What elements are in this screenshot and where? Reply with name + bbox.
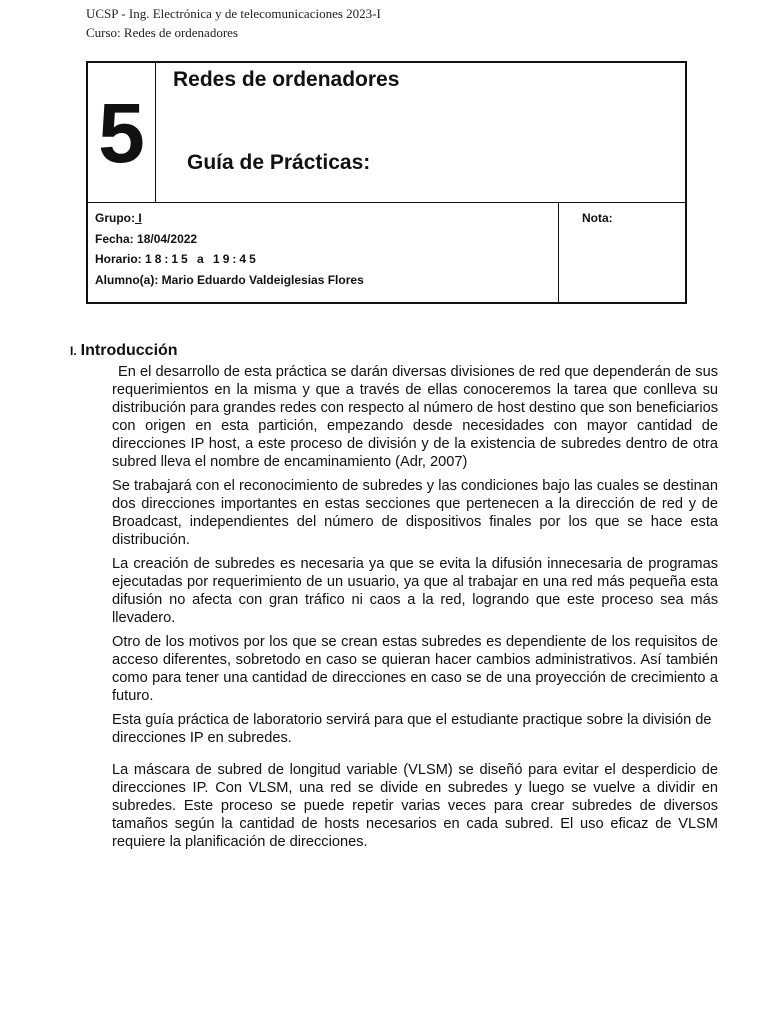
institution-line: UCSP - Ing. Electrónica y de telecomunicaciones 2023-I — [86, 6, 381, 21]
schedule-value: 18:15 a 19:45 — [145, 252, 259, 266]
student-value: Mario Eduardo Valdeiglesias Flores — [161, 272, 364, 287]
student-line — [95, 270, 558, 291]
student-label: Alumno(a): — [95, 272, 159, 287]
date-value: 18/04/2022 — [137, 231, 198, 246]
section-heading — [70, 342, 178, 360]
paragraph: Esta guía práctica de laboratorio servirá para que el estudiante practique sobre la división de direcciones IP en subredes. — [112, 712, 712, 746]
student-info — [88, 203, 559, 302]
course-line: Curso: Redes de ordenadores — [86, 25, 238, 40]
title-box — [86, 61, 687, 304]
schedule-line — [95, 249, 558, 270]
section-title: Introducción — [80, 342, 178, 359]
group-value: I — [138, 211, 142, 225]
paragraph: Se trabajará con el reconocimiento de subredes y las condiciones bajo las cuales se destinan dos direcciones importantes en estas secciones que pertenecen a la dirección de red y de Broadcast, independientes del número de dispositivos finales por los que se hace esta distribución. — [112, 478, 718, 548]
section-body — [112, 363, 718, 857]
guide-title: Guía de Prácticas: — [187, 151, 371, 174]
page-header — [86, 4, 381, 42]
schedule-label: Horario: — [95, 252, 142, 266]
paragraph: La creación de subredes es necesaria ya que se evita la difusión innecesaria de programas ejecutadas por requerimiento de un usuario, ya que al trabajar en una red más pequeña esta difusión no afecta con gran tráfico ni caos a la red, logrando que este proceso sea más llevadero. — [112, 556, 718, 626]
paragraph: En el desarrollo de esta práctica se darán diversas divisiones de red que dependerán de sus requerimientos en la misma y que a través de ellas conoceremos la tarea que conlleva su distribución para grandes redes con respecto al número de host destino que son beneficiarios con origen en esta partición, empezando desde necesidades con mayor cantidad de direcciones IP host, a este proceso de división y de la existencia de subredes dentro de otra subred lleva el nombre de encaminamiento (Adr, 2007) — [112, 364, 719, 470]
practice-number: 5 — [88, 63, 156, 202]
paragraph: Otro de los motivos por los que se crean estas subredes es dependiente de los requisitos de acceso diferentes, sobretodo en caso se quieran hacer cambios administrativos. Así también como para tener una cantidad de direcciones en caso se de una proyección de crecimiento a futuro. — [112, 634, 718, 704]
date-line — [95, 229, 558, 250]
group-line — [95, 208, 558, 229]
date-label: Fecha: — [95, 231, 134, 246]
group-label: Grupo: — [95, 211, 135, 225]
info-area — [88, 202, 685, 302]
grade-label: Nota: — [582, 211, 613, 225]
course-title: Redes de ordenadores — [173, 68, 400, 91]
section-number: I. — [70, 344, 77, 358]
paragraph: La máscara de subred de longitud variable (VLSM) se diseñó para evitar el desperdicio de direcciones IP. Con VLSM, una red se divide en subredes y luego se vuelve a dividir en subredes. Este proceso se puede repetir varias veces para crear subredes de diversos tamaños según la cantidad de hosts necesarios en cada subred. El uso eficaz de VLSM requiere la planificación de direcciones. — [112, 762, 718, 850]
